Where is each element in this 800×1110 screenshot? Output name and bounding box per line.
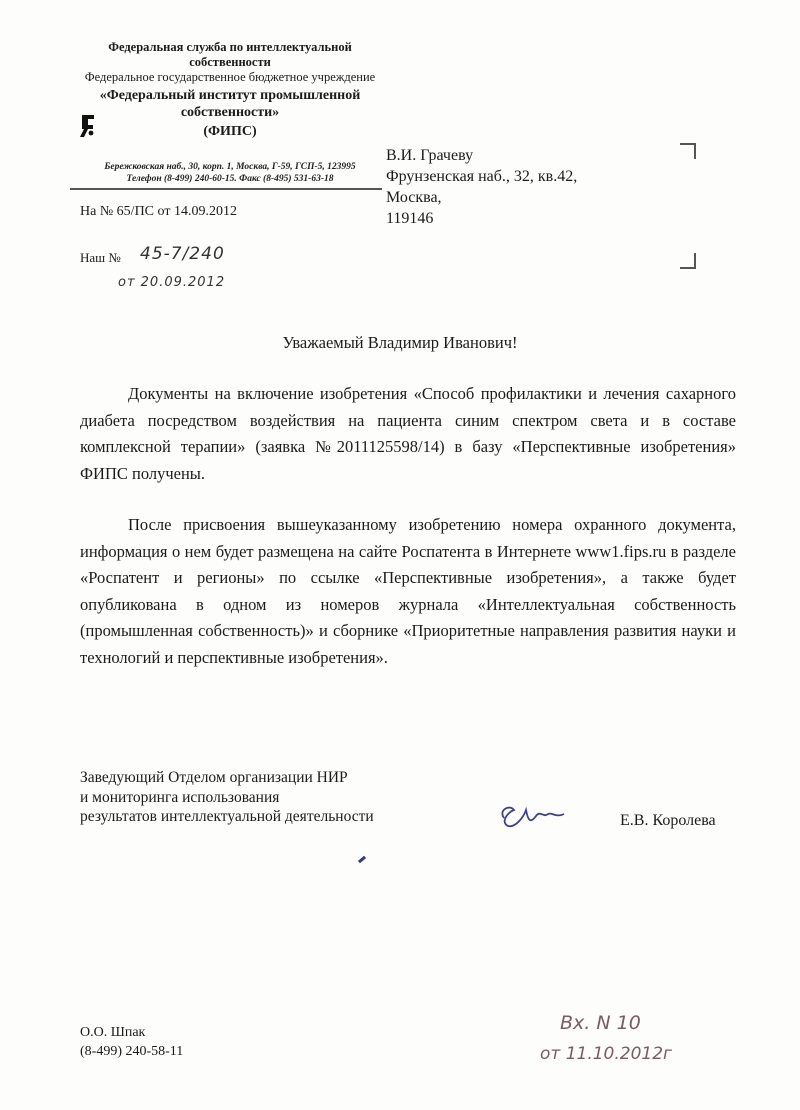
outgoing-reference-number: 45-7/240 bbox=[140, 244, 225, 264]
signatory-title-line-2: и мониторинга использования bbox=[80, 788, 280, 806]
signatory-title-line-1: Заведующий Отделом организации НИР bbox=[80, 769, 348, 786]
contact-name: О.О. Шпак bbox=[80, 1025, 146, 1040]
recipient-street: Фрунзенская наб., 32, кв.42, bbox=[386, 168, 578, 185]
contact-phone: (8-499) 240-58-11 bbox=[80, 1044, 184, 1059]
recipient-address bbox=[386, 145, 577, 229]
org-type: Федеральное государственное бюджетное учреждение bbox=[84, 70, 376, 84]
outgoing-reference-date: от 20.09.2012 bbox=[118, 275, 226, 290]
ink-mark bbox=[358, 856, 366, 863]
outgoing-reference-label: Наш № bbox=[80, 250, 121, 265]
contact-person bbox=[80, 1023, 183, 1061]
signatory-title bbox=[80, 768, 374, 827]
handwritten-signature bbox=[490, 796, 570, 836]
recipient-zip: 119146 bbox=[386, 210, 434, 227]
recipient-name: В.И. Грачеву bbox=[386, 147, 474, 164]
address-corner-top bbox=[680, 143, 696, 159]
org-institute-name: «Федеральный институт промышленной собственности» bbox=[99, 88, 361, 120]
body-paragraph-1: Документы на включение изобретения «Способ профилактики и лечения сахарного диабета посредством воздействия на пациента синим спектром света и в составе комплексной терапии» (заявка №2011125598/14) в базу «Перспективные изобретения» ФИПС получены. bbox=[80, 384, 736, 483]
incoming-registration-number: Вх. N 10 bbox=[560, 1012, 641, 1034]
address-corner-bottom bbox=[680, 253, 696, 269]
org-address-block bbox=[80, 161, 380, 185]
signatory-title-line-3: результатов интеллектуальной деятельности bbox=[80, 808, 374, 825]
header-divider bbox=[70, 188, 382, 190]
recipient-city: Москва, bbox=[386, 189, 442, 206]
org-abbreviation: (ФИПС) bbox=[203, 124, 257, 139]
org-service-name: Федеральная служба по интеллектуальной собственности bbox=[108, 40, 352, 69]
organization-header bbox=[80, 40, 380, 140]
incoming-registration-date: от 11.10.2012г bbox=[540, 1044, 672, 1064]
signatory-name: Е.В. Королева bbox=[620, 812, 716, 829]
body-paragraph-2: После присвоения вышеуказанному изобретению номера охранного документа, информация о нем будет размещена на сайте Роспатента в Интернете www1.fips.ru в разделе «Роспатент и регионы» по ссылке «Перспективные изобретения», а также будет опубликована в одном из номеров журнала «Интеллектуальная собственность (промышленная собственность)» и сборнике «Приоритетные направления развития науки и технологий и перспективные изобретения». bbox=[80, 515, 736, 667]
fips-logo-icon bbox=[78, 113, 98, 139]
greeting: Уважаемый Владимир Иванович! bbox=[282, 333, 518, 352]
incoming-reference: На № 65/ПС от 14.09.2012 bbox=[80, 204, 237, 219]
org-address: Бережковская наб., 30, корп. 1, Москва, Г-59, ГСП-5, 123995 bbox=[104, 162, 356, 172]
org-phones: Телефон (8-499) 240-60-15. Факс (8-495) 531-63-18 bbox=[126, 174, 334, 184]
